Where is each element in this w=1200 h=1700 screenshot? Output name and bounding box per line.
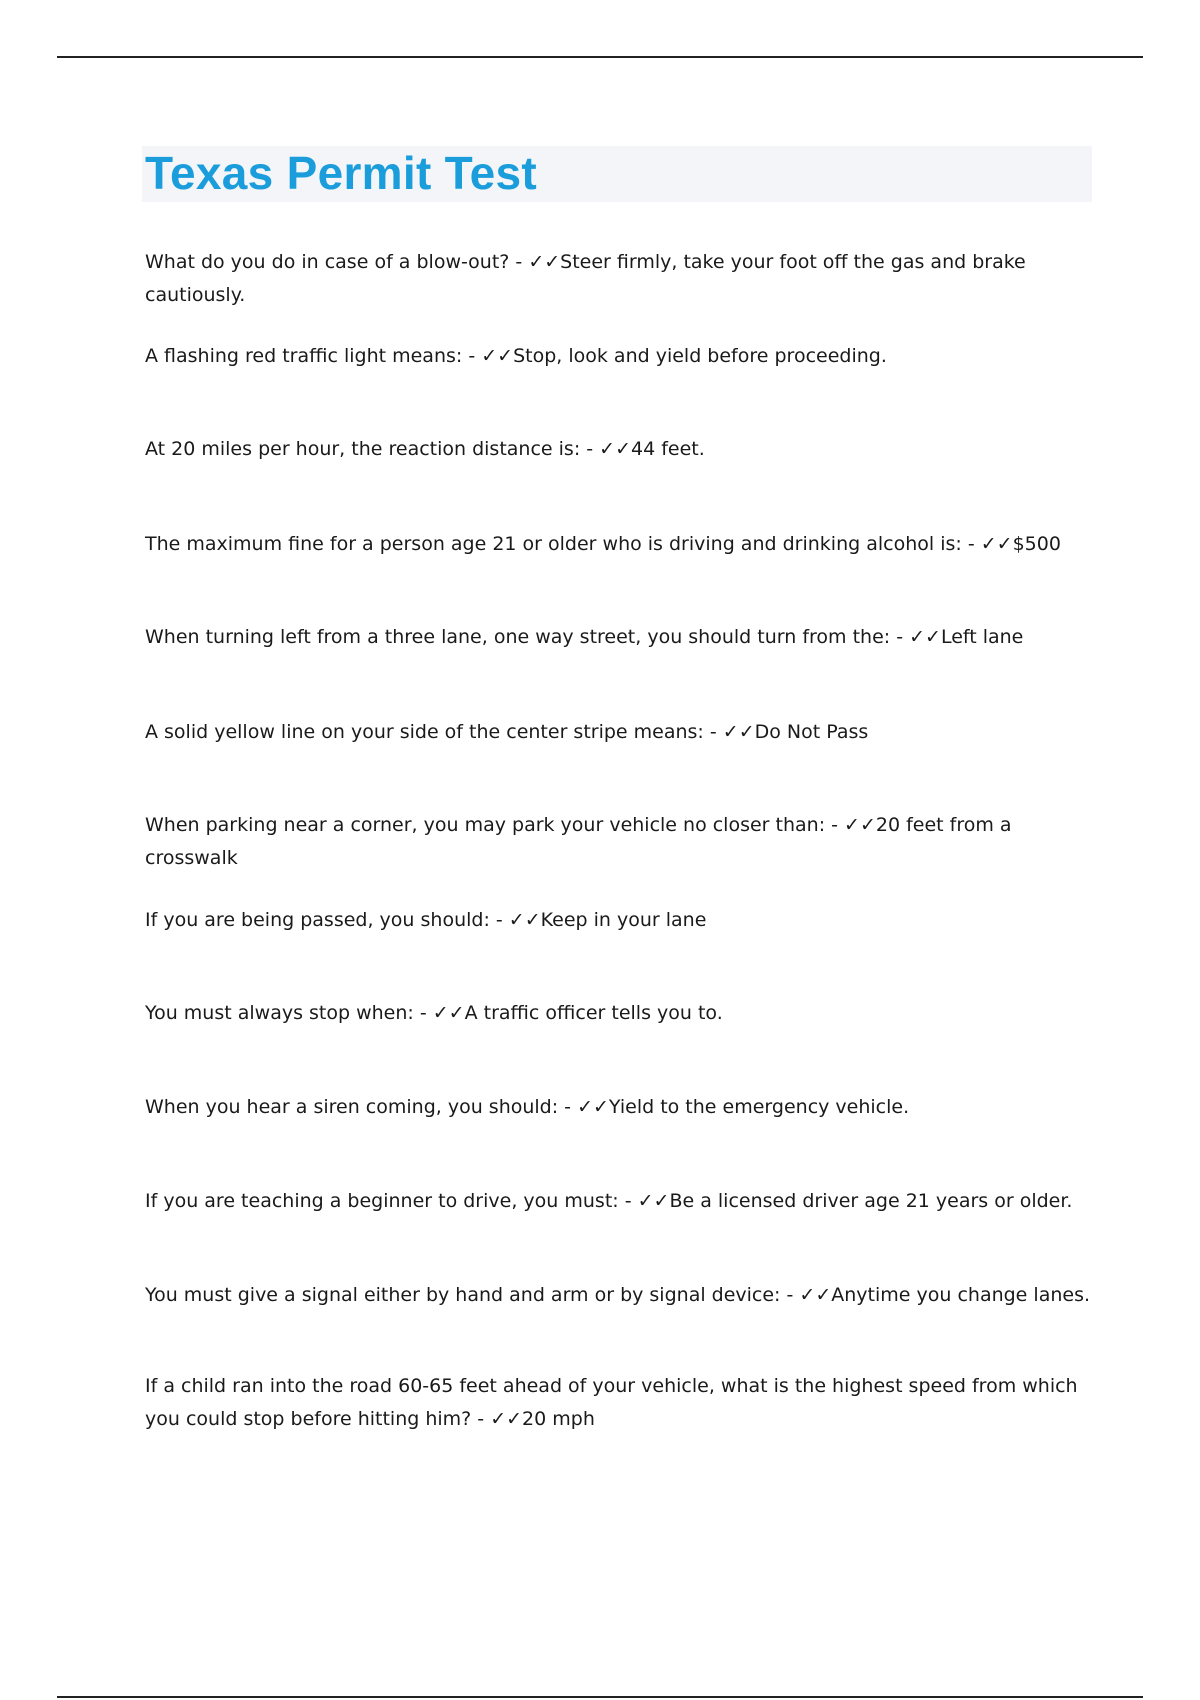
question-text: A solid yellow line on your side of the center stripe means: (145, 721, 704, 743)
separator: - (580, 438, 600, 460)
bottom-rule (57, 1696, 1143, 1698)
question-text: When turning left from a three lane, one way street, you should turn from the: (145, 626, 891, 648)
qa-item (145, 904, 1095, 937)
separator: - (489, 909, 509, 931)
answer-text: 20 mph (522, 1408, 595, 1430)
answer-text: Stop, look and yield before proceeding. (513, 345, 887, 367)
separator: - (462, 345, 482, 367)
check-icon: ✓✓ (799, 1284, 832, 1306)
qa-item (145, 997, 1095, 1030)
separator: - (703, 721, 723, 743)
qa-item (145, 809, 1095, 875)
qa-item (145, 246, 1095, 312)
separator: - (961, 533, 981, 555)
separator: - (780, 1284, 800, 1306)
qa-item (145, 1370, 1095, 1436)
qa-item (145, 1091, 1095, 1124)
page-title: Texas Permit Test (145, 147, 538, 199)
check-icon: ✓✓ (599, 438, 631, 460)
qa-item (145, 716, 1095, 749)
answer-text: $500 (1012, 533, 1061, 555)
answer-text: 44 feet. (631, 438, 705, 460)
check-icon: ✓✓ (432, 1002, 465, 1024)
answer-text: A traffic officer tells you to. (464, 1002, 723, 1024)
question-text: At 20 miles per hour, the reaction distance is: (145, 438, 581, 460)
question-text: A flashing red traffic light means: (145, 345, 463, 367)
top-rule (57, 56, 1143, 58)
question-text: If you are teaching a beginner to drive, you must: (145, 1190, 619, 1212)
question-text: What do you do in case of a blow-out? (145, 251, 510, 273)
separator: - (618, 1190, 638, 1212)
question-text: The maximum fine for a person age 21 or older who is driving and drinking alcohol is: (145, 533, 962, 555)
answer-text: Be a licensed driver age 21 years or older. (669, 1190, 1073, 1212)
question-text: You must give a signal either by hand and arm or by signal device: (145, 1284, 781, 1306)
answer-text: Anytime you change lanes. (831, 1284, 1091, 1306)
separator: - (825, 814, 845, 836)
question-text: When parking near a corner, you may park your vehicle no closer than: (145, 814, 826, 836)
check-icon: ✓✓ (508, 909, 541, 931)
check-icon: ✓✓ (980, 533, 1013, 555)
check-icon: ✓✓ (637, 1190, 670, 1212)
question-text: You must always stop when: (145, 1002, 414, 1024)
answer-text: Steer firmly, take your foot off the gas and brake cautiously. (145, 251, 1026, 306)
question-text: If you are being passed, you should: (145, 909, 490, 931)
separator: - (413, 1002, 433, 1024)
separator: - (509, 251, 529, 273)
qa-item (145, 528, 1095, 561)
question-text: If a child ran into the road 60-65 feet ahead of your vehicle, what is the highest speed from which you could stop before hitting him? (145, 1375, 1078, 1430)
qa-item (145, 1279, 1095, 1312)
check-icon: ✓✓ (490, 1408, 523, 1430)
check-icon: ✓✓ (844, 814, 876, 836)
qa-item (145, 621, 1095, 654)
check-icon: ✓✓ (528, 251, 561, 273)
check-icon: ✓✓ (722, 721, 755, 743)
question-text: When you hear a siren coming, you should: (145, 1096, 559, 1118)
check-icon: ✓✓ (909, 626, 941, 648)
answer-text: Left lane (940, 626, 1024, 648)
qa-item (145, 1185, 1095, 1218)
separator: - (471, 1408, 491, 1430)
answer-text: Keep in your lane (540, 909, 707, 931)
qa-item (145, 433, 1095, 466)
answer-text: 20 feet from a crosswalk (145, 814, 1012, 869)
separator: - (558, 1096, 578, 1118)
answer-text: Do Not Pass (754, 721, 869, 743)
check-icon: ✓✓ (577, 1096, 609, 1118)
answer-text: Yield to the emergency vehicle. (608, 1096, 910, 1118)
qa-item (145, 340, 1095, 373)
separator: - (890, 626, 910, 648)
check-icon: ✓✓ (481, 345, 514, 367)
